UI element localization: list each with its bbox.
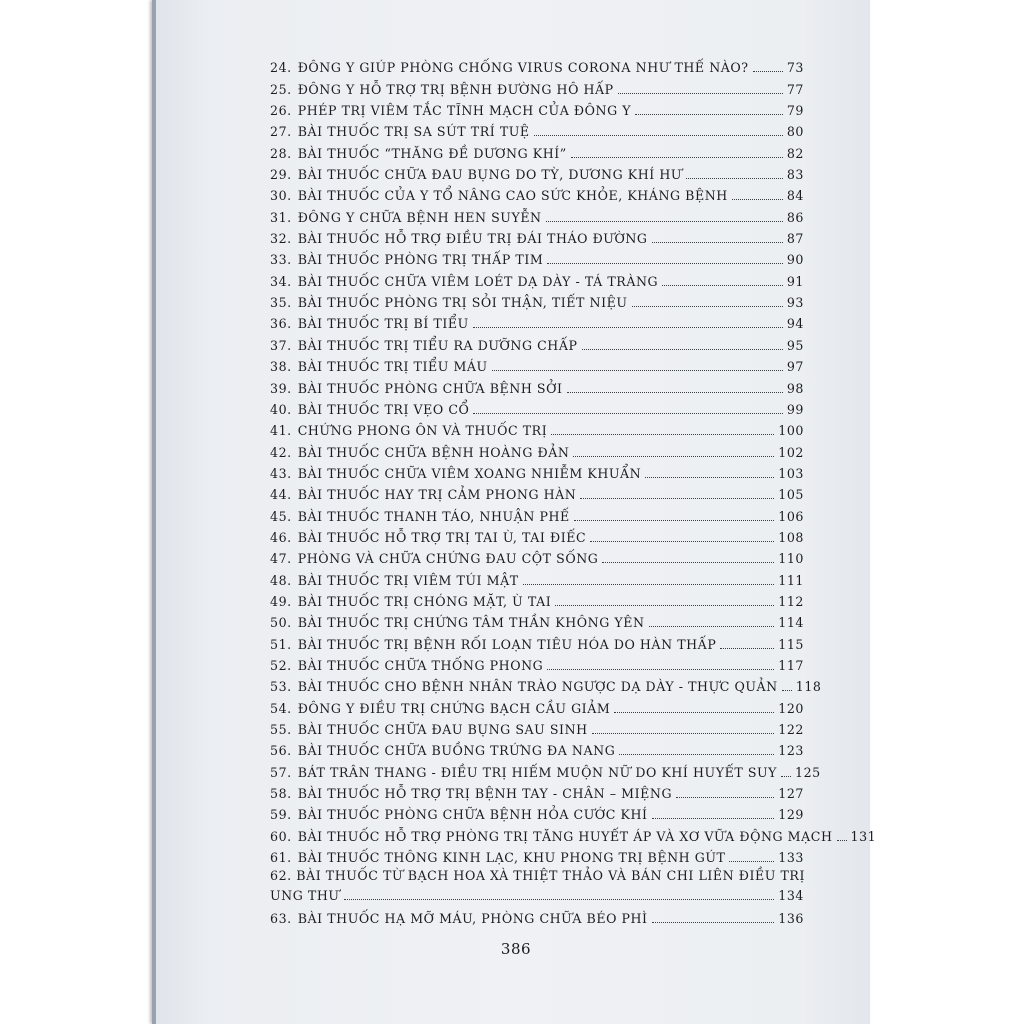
toc-entry-title-group [270, 487, 576, 502]
toc-entry [270, 673, 822, 695]
toc-entry-page: 91 [786, 273, 804, 289]
toc-entry-title: PHÉP TRỊ VIÊM TẮC TĨNH MẠCH CỦA ĐÔNG Y [297, 103, 632, 119]
toc-entry [270, 182, 804, 203]
toc-entry-page: 111 [778, 572, 804, 588]
toc-entry-title: BÀI THUỐC CHỮA ĐAU BỤNG DO TỲ, DƯƠNG KHÍ HƯ [297, 167, 683, 183]
toc-entry-title: BÀI THUỐC CHO BỆNH NHÂN TRÀO NGƯỢC DẠ DÀY - THỰC QUẢN [297, 679, 778, 695]
dot-leader [662, 285, 783, 286]
toc-entry-page: 77 [786, 81, 804, 97]
toc-entry-title-group [270, 829, 833, 844]
toc-entry-number: 46. [270, 529, 292, 545]
toc-entry [270, 203, 804, 224]
page-number: 386 [500, 940, 532, 958]
toc-entry-title-group [270, 167, 682, 182]
toc-entry-number: 48. [270, 572, 292, 588]
toc-entry [270, 694, 804, 715]
toc-entry-number: 30. [270, 188, 292, 204]
dot-leader [720, 648, 774, 649]
toc-entry-page: 105 [778, 487, 804, 503]
toc-entry-title: BÀI THUỐC CỦA Y TỔ NÂNG CAO SỨC KHỎE, KHÁNG BỆNH [297, 188, 728, 204]
dot-leader [729, 861, 774, 862]
toc-entry-number: 37. [270, 337, 292, 353]
toc-entry-page: 87 [786, 231, 804, 247]
toc-entry-page: 100 [778, 423, 804, 439]
toc-entry [270, 905, 804, 926]
dot-leader [582, 349, 783, 350]
dot-leader [602, 562, 774, 563]
toc-entry-number: 43. [270, 465, 292, 481]
toc-entry-number: 60. [270, 828, 292, 844]
toc-entry [270, 737, 804, 758]
toc-entry-page: 95 [786, 337, 804, 353]
toc-entry-title-group [270, 146, 567, 161]
toc-entry-title: BÀI THUỐC CHỮA VIÊM LOÉT DẠ DÀY - TÁ TRÀNG [297, 273, 659, 289]
toc-entry-title: BÀI THUỐC TRỊ VIÊM TÚI MẬT [297, 572, 519, 588]
toc-entry-title: BÀI THUỐC CHỮA ĐAU BỤNG SAU SINH [297, 722, 588, 737]
toc-entry-page: 97 [786, 359, 804, 375]
dot-leader [614, 712, 774, 713]
toc-entry-page: 73 [786, 60, 804, 76]
toc-entry [270, 438, 804, 459]
toc-entry-title-group [270, 594, 551, 609]
toc-entry-title: BÀI THUỐC TRỊ BỆNH RỐI LOẠN TIÊU HÓA DO HÀN THẤP [297, 636, 717, 652]
toc-entry-title-group [270, 210, 542, 225]
toc-entry [270, 374, 804, 395]
toc-entry-title-group [270, 722, 588, 737]
toc-entry [270, 225, 804, 246]
toc-entry [270, 865, 804, 905]
toc-entry-title: BÁT TRÂN THANG - ĐIỀU TRỊ HIẾM MUỘN NỮ DO KHÍ HUYẾT SUY [297, 764, 778, 780]
toc-entry-title-group [270, 60, 749, 75]
toc-entry-page: 129 [778, 807, 804, 823]
toc-entry-number: 29. [270, 167, 292, 183]
toc-entry-page: 98 [786, 380, 804, 396]
toc-entry-title-group [270, 295, 628, 310]
toc-entry-page: 86 [786, 209, 804, 225]
dot-leader [590, 541, 774, 542]
table-of-contents [270, 54, 877, 927]
toc-entries [270, 54, 877, 866]
dot-leader [781, 776, 791, 777]
toc-entry-title: BÀI THUỐC CHỮA BUỒNG TRỨNG ĐA NANG [297, 743, 616, 759]
toc-entry-title: BÀI THUỐC PHÒNG TRỊ SỎI THẬN, TIẾT NIỆU [297, 295, 628, 311]
toc-entry-title-group [270, 509, 570, 524]
dot-leader [344, 899, 775, 900]
toc-entry-title-group [270, 359, 488, 374]
toc-entry-number: 24. [270, 60, 292, 76]
toc-entry-number: 51. [270, 636, 292, 652]
dot-leader [555, 605, 774, 606]
toc-entry-number: 50. [270, 615, 292, 631]
toc-entry-title: ĐÔNG Y GIÚP PHÒNG CHỐNG VIRUS CORONA NHƯ THẾ NÀO? [297, 60, 749, 76]
toc-entry-number: 36. [270, 316, 292, 332]
dot-leader [551, 434, 774, 435]
toc-entry-number: 31. [270, 209, 292, 225]
toc-entry-title-group [270, 338, 578, 353]
toc-entry [270, 396, 804, 417]
toc-entry [270, 844, 804, 865]
toc-entry [270, 481, 804, 502]
toc-entry-title-group [270, 188, 728, 203]
toc-entry [270, 75, 804, 96]
toc-entry-title: CHỨNG PHONG ÔN VÀ THUỐC TRỊ [297, 423, 548, 439]
toc-entry-title-group [270, 850, 725, 865]
toc-entry-number: 28. [270, 145, 292, 161]
toc-entry-title: ĐÔNG Y ĐIỀU TRỊ CHỨNG BẠCH CẦU GIẢM [297, 700, 611, 716]
dot-leader [676, 797, 774, 798]
toc-entry-number: 38. [270, 359, 292, 375]
toc-entry-page: 93 [786, 295, 804, 311]
toc-entry [270, 310, 804, 331]
toc-entry-title: BÀI THUỐC PHÒNG CHỮA BỆNH SỞI [297, 380, 563, 396]
dot-leader [652, 242, 783, 243]
dot-leader [635, 114, 783, 115]
toc-entry-page: 84 [786, 188, 804, 204]
dot-leader [782, 690, 792, 691]
toc-entry-number: 33. [270, 252, 292, 268]
dot-leader [619, 754, 774, 755]
toc-entry-title-group [270, 743, 615, 758]
toc-entry-title: BÀI THUỐC CHỮA THỐNG PHONG [297, 657, 544, 673]
toc-entry-page: 108 [778, 529, 804, 545]
toc-entry-title: BÀI THUỐC HỖ TRỢ PHÒNG TRỊ TĂNG HUYẾT ÁP VÀ XƠ VỮA ĐỘNG MẠCH [297, 828, 833, 844]
toc-entry-title-group [270, 316, 469, 331]
toc-entry [270, 460, 804, 481]
toc-entry-title: ĐÔNG Y CHỮA BỆNH HEN SUYỄN [297, 209, 542, 225]
toc-entry-page: 102 [778, 444, 804, 460]
toc-entry-title-group [270, 807, 648, 822]
toc-entry [270, 54, 804, 75]
toc-entry-page: 117 [778, 657, 804, 673]
toc-entry-title-group [270, 765, 777, 780]
toc-entry [270, 652, 804, 673]
toc-entry-number: 34. [270, 273, 292, 289]
toc-entry [270, 331, 804, 352]
toc-entry-title-group [270, 551, 598, 566]
toc-entry [270, 289, 804, 310]
toc-entry-page: 80 [786, 124, 804, 140]
toc-entry-title: BÀI THUỐC TRỊ CHÓNG MẶT, Ù TAI [297, 593, 552, 609]
toc-entry-title: BÀI THUỐC TRỊ TIỂU RA DƯỠNG CHẤP [297, 337, 578, 353]
toc-entry-page: 112 [778, 593, 804, 609]
toc-entry-title: BÀI THUỐC TRỊ CHỨNG TÂM THẦN KHÔNG YÊN [297, 615, 645, 631]
dot-leader [547, 263, 783, 264]
toc-entry [270, 118, 804, 139]
toc-entry [270, 545, 804, 566]
toc-entry-title-group [270, 252, 543, 267]
toc-entry [270, 524, 804, 545]
dot-leader [546, 221, 783, 222]
toc-entry-number: 44. [270, 487, 292, 503]
toc-entry-page: 125 [795, 764, 821, 780]
toc-entry-title-group [270, 103, 631, 118]
page-edge [152, 0, 156, 1024]
toc-entry-number: 59. [270, 807, 292, 823]
toc-entry-title: BÀI THUỐC PHÒNG TRỊ THẤP TIM [297, 252, 544, 268]
toc-entry-title-group [270, 637, 716, 652]
dot-leader [837, 840, 847, 841]
dot-leader [652, 922, 775, 923]
toc-entry-title: BÀI THUỐC TRỊ BÍ TIỂU [297, 316, 469, 332]
toc-entry-number: 56. [270, 743, 292, 759]
toc-entry-number: 35. [270, 295, 292, 311]
toc-entry [270, 588, 804, 609]
toc-entry-page: 114 [778, 615, 804, 631]
toc-entry-page: 115 [778, 636, 804, 652]
toc-entry-number: 32. [270, 231, 292, 247]
toc-entry-title-group [270, 615, 645, 630]
dot-leader [580, 498, 774, 499]
toc-entry-title: BÀI THUỐC HỖ TRỢ TRỊ BỆNH TAY - CHÂN – MIỆNG [297, 786, 673, 802]
toc-entry-title-group [270, 701, 610, 716]
toc-entry-title: BÀI THUỐC HỖ TRỢ ĐIỀU TRỊ ĐÁI THÁO ĐƯỜNG [297, 231, 648, 247]
dot-leader [574, 520, 775, 521]
dot-leader [573, 456, 774, 457]
toc-entry-title-group [270, 573, 519, 588]
toc-entry-page: 122 [778, 722, 804, 737]
toc-entry-page: 120 [778, 700, 804, 716]
dot-leader [732, 199, 783, 200]
toc-entry-title-group [270, 911, 648, 926]
toc-entry-page: 83 [786, 167, 804, 183]
toc-entry-title-group [270, 124, 530, 139]
toc-entry-number: 57. [270, 764, 292, 780]
toc-entry-page: 118 [795, 679, 822, 695]
toc-entry [270, 822, 877, 844]
toc-entry-page: 90 [786, 252, 804, 268]
toc-entry-number: 55. [270, 722, 292, 737]
dot-leader [571, 157, 783, 158]
toc-entry [270, 267, 804, 288]
dot-leader [652, 818, 775, 819]
toc-entry-title: BÀI THUỐC TỪ BẠCH HOA XÀ THIỆT THẢO VÀ BÁN CHI LIÊN ĐIỀU TRỊ [296, 868, 805, 884]
toc-entry-number: 49. [270, 593, 292, 609]
toc-entry-title: BÀI THUỐC HAY TRỊ CẢM PHONG HÀN [297, 487, 577, 503]
toc-entry-title-group [270, 679, 778, 694]
toc-entry-title: ĐÔNG Y HỖ TRỢ TRỊ BỆNH ĐƯỜNG HÔ HẤP [297, 81, 614, 97]
toc-entry-number: 47. [270, 551, 292, 567]
toc-entry-title-group [270, 466, 641, 481]
toc-entry-title-group [270, 381, 563, 396]
dot-leader [753, 71, 783, 72]
toc-entry [270, 716, 804, 737]
toc-entry-page: 136 [778, 911, 804, 927]
toc-entry-title: BÀI THUỐC “THĂNG ĐỀ DƯƠNG KHÍ” [297, 145, 567, 161]
toc-entry-number: 25. [270, 81, 292, 97]
toc-entry-page: 94 [786, 316, 804, 332]
dot-leader [534, 135, 783, 136]
toc-entry-number: 42. [270, 444, 292, 460]
toc-entry-title: BÀI THUỐC TRỊ TIỂU MÁU [297, 359, 488, 375]
toc-entry [270, 139, 804, 160]
toc-entry-number: 63. [270, 911, 292, 927]
toc-entry-title-group [270, 530, 586, 545]
toc-entry-page: 110 [778, 551, 804, 567]
dot-leader [645, 477, 774, 478]
toc-entry-title-line1 [270, 865, 804, 888]
toc-entry-title: BÀI THUỐC THANH TÁO, NHUẬN PHẾ [297, 508, 570, 524]
toc-entry-title-group [270, 402, 469, 417]
toc-entry-title-group [270, 82, 614, 97]
toc-entry-title-group [270, 658, 543, 673]
toc-entry-page: 134 [778, 888, 804, 904]
toc-entry [270, 246, 804, 267]
toc-entry-number: 27. [270, 124, 292, 140]
dot-leader [592, 733, 775, 734]
toc-entry-title-line2 [270, 888, 804, 903]
toc-entry-number: 41. [270, 423, 292, 439]
toc-entry-number: 26. [270, 103, 292, 119]
toc-entry-number: 58. [270, 786, 292, 802]
toc-entry-title: PHÒNG VÀ CHỮA CHỨNG ĐAU CỘT SỐNG [297, 551, 599, 567]
toc-entry-page: 123 [778, 743, 804, 759]
toc-entry-page: 131 [850, 828, 877, 844]
toc-entry [270, 353, 804, 374]
toc-entry [270, 502, 804, 523]
dot-leader [492, 370, 783, 371]
toc-entry-title-group [270, 274, 658, 289]
toc-entry-title: BÀI THUỐC THÔNG KINH LẠC, KHU PHONG TRỊ BỆNH GÚT [297, 850, 726, 866]
toc-entry [270, 801, 804, 822]
toc-entry-number: 53. [270, 679, 292, 695]
dot-leader [523, 584, 775, 585]
toc-entry-title: BÀI THUỐC PHÒNG CHỮA BỆNH HỎA CƯỚC KHÍ [297, 807, 648, 823]
toc-entry-title-group [270, 445, 569, 460]
toc-entry-page: 82 [786, 145, 804, 161]
dot-leader [649, 626, 775, 627]
toc-entry-title-group [270, 231, 648, 246]
dot-leader [686, 178, 783, 179]
toc-entry [270, 630, 804, 651]
toc-entry-title: BÀI THUỐC HỖ TRỢ TRỊ TAI Ù, TAI ĐIẾC [297, 529, 587, 545]
toc-entry [270, 609, 804, 630]
dot-leader [618, 93, 783, 94]
toc-entry-title-group [270, 423, 547, 438]
dot-leader [547, 669, 774, 670]
dot-leader [632, 306, 783, 307]
toc-entry-title: BÀI THUỐC HẠ MỠ MÁU, PHÒNG CHỮA BÉO PHÌ [297, 911, 648, 927]
toc-entry [270, 566, 804, 587]
toc-entry-title: BÀI THUỐC TRỊ VẸO CỔ [297, 401, 470, 417]
toc-entry [270, 97, 804, 118]
toc-entry-title: BÀI THUỐC TRỊ SA SÚT TRÍ TUỆ [297, 124, 530, 140]
toc-entry-number: 39. [270, 380, 292, 396]
toc-entry [270, 417, 804, 438]
toc-entry-number: 61. [270, 850, 292, 866]
toc-entry [270, 758, 821, 780]
toc-entry-number: 54. [270, 700, 292, 716]
dot-leader [473, 327, 783, 328]
toc-entry-number: 52. [270, 657, 292, 673]
dot-leader [473, 413, 782, 414]
toc-entry-page: 79 [786, 103, 804, 119]
toc-entry-page: 106 [778, 508, 804, 524]
toc-entry-number: 62. [270, 868, 292, 884]
toc-entry-page: 133 [778, 850, 804, 866]
toc-entry-page: 103 [778, 465, 804, 481]
toc-entry-page: 127 [778, 786, 804, 802]
toc-entry-title-group [270, 786, 672, 801]
toc-entry [270, 161, 804, 182]
toc-entry-title: BÀI THUỐC CHỮA BỆNH HOÀNG ĐẢN [297, 444, 570, 460]
toc-entry-title: BÀI THUỐC CHỮA VIÊM XOANG NHIỄM KHUẨN [297, 465, 642, 481]
dot-leader [567, 392, 783, 393]
toc-entry-page: 99 [786, 401, 804, 417]
toc-entry [270, 780, 804, 801]
toc-entry-number: 45. [270, 508, 292, 524]
toc-entry-number: 40. [270, 401, 292, 417]
toc-entry-title-continued: UNG THƯ [270, 888, 340, 904]
